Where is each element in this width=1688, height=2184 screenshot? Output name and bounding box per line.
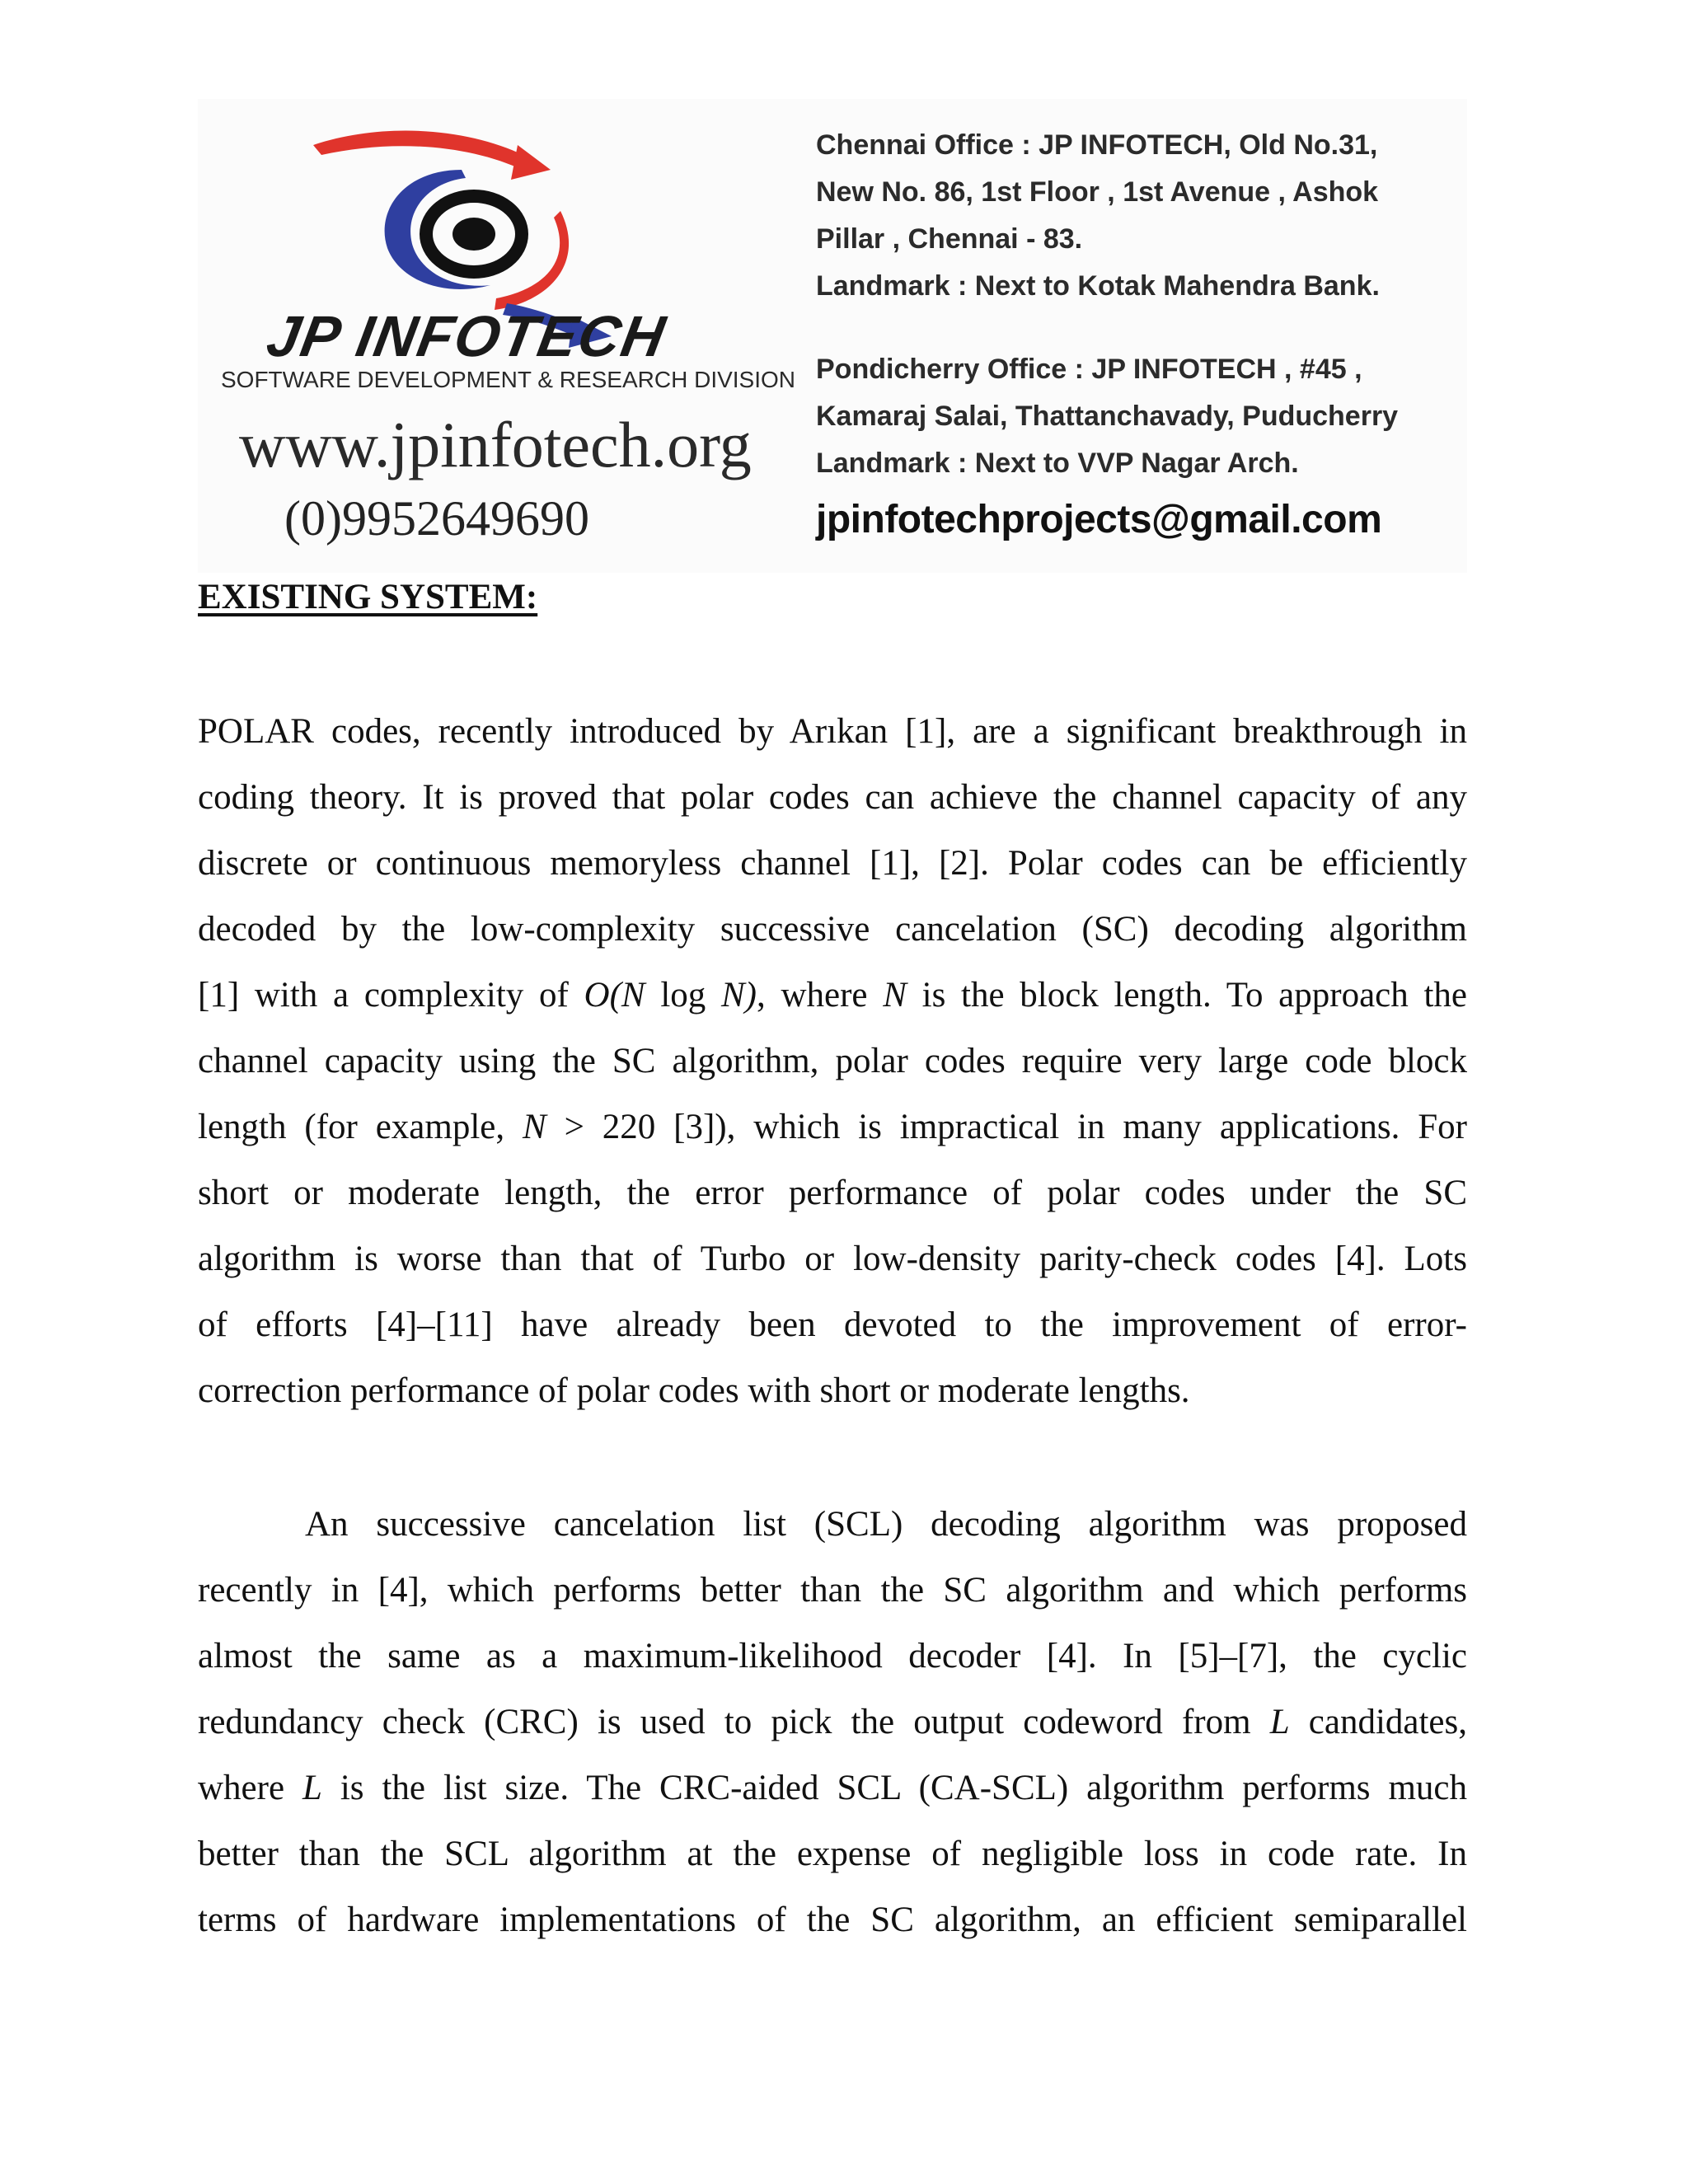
text-line: terms of hardware implementations of the SC algorithm, an efficient semiparallel xyxy=(198,1900,1467,1939)
math-run: N xyxy=(883,976,907,1015)
text-line: short or moderate length, the error performance of polar codes under the SC xyxy=(198,1174,1467,1212)
text-run: > 220 [3]), which is impractical in many applications. For xyxy=(546,1108,1467,1146)
text-line: correction performance of polar codes with short or moderate lengths. xyxy=(198,1371,1190,1410)
text-run: where xyxy=(198,1769,302,1807)
text-run: , where xyxy=(757,976,884,1015)
text-line: channel capacity using the SC algorithm, polar codes require very large code block xyxy=(198,1042,1467,1080)
text-line: almost the same as a maximum-likelihood decoder [4]. In [5]–[7], the cyclic xyxy=(198,1637,1467,1675)
text-line: POLAR codes, recently introduced by Arıkan [1], are a significant breakthrough in xyxy=(198,712,1467,751)
text-run: is the block length. To approach the xyxy=(906,976,1468,1015)
text-run: log xyxy=(645,976,721,1015)
pondicherry-address-line: Landmark : Next to VVP Nagar Arch. xyxy=(816,448,1299,479)
text-run: redundancy check (CRC) is used to pick the output codeword from xyxy=(198,1703,1270,1741)
chennai-address-line: Pillar , Chennai - 83. xyxy=(816,223,1083,255)
text-line: of efforts [4]–[11] have already been devoted to the improvement of error- xyxy=(198,1305,1467,1344)
text-line xyxy=(198,1690,1467,1755)
brand-phone: (0)9952649690 xyxy=(284,491,589,546)
text-line: discrete or continuous memoryless channel [1], [2]. Polar codes can be efficiently xyxy=(198,844,1467,883)
text-run: length (for example, xyxy=(198,1108,523,1146)
math-run: L xyxy=(302,1769,322,1807)
brand-name: JP INFOTECH xyxy=(262,304,672,368)
text-line xyxy=(198,1094,1467,1160)
chennai-address-line: Landmark : Next to Kotak Mahendra Bank. xyxy=(816,270,1380,302)
text-line: decoded by the low-complexity successive cancelation (SC) decoding algorithm xyxy=(198,910,1467,949)
text-line: better than the SCL algorithm at the expense of negligible loss in code rate. In xyxy=(198,1835,1467,1873)
company-logo-block xyxy=(198,99,796,573)
text-line: algorithm is worse than that of Turbo or low-density parity-check codes [4]. Lots xyxy=(198,1240,1467,1278)
text-line: recently in [4], which performs better than the SC algorithm and which performs xyxy=(198,1571,1467,1610)
math-run: O(N xyxy=(584,976,645,1015)
math-run: L xyxy=(1269,1703,1290,1741)
paragraph-2 xyxy=(198,1492,1467,1953)
text-run: [1] with a complexity of xyxy=(198,976,584,1015)
address-gap xyxy=(816,310,1475,346)
contact-email: jpinfotechprojects@gmail.com xyxy=(816,498,1382,541)
chennai-address-line: New No. 86, 1st Floor , 1st Avenue , Ashok xyxy=(816,176,1379,208)
text-line: coding theory. It is proved that polar codes can achieve the channel capacity of any xyxy=(198,778,1467,817)
text-line: An successive cancelation list (SCL) decoding algorithm was proposed xyxy=(305,1505,1467,1544)
text-run: candidates, xyxy=(1289,1703,1467,1741)
math-run: N xyxy=(523,1108,546,1146)
brand-website: www.jpinfotech.org xyxy=(239,409,752,480)
office-address-block xyxy=(816,122,1475,542)
math-run: N) xyxy=(721,976,757,1015)
text-run: is the list size. The CRC-aided SCL (CA-SCL) algorithm performs much xyxy=(321,1769,1468,1807)
pondicherry-address-line: Kamaraj Salai, Thattanchavady, Puducherry xyxy=(816,401,1399,432)
paragraph-1 xyxy=(198,699,1467,1424)
brand-division: SOFTWARE DEVELOPMENT & RESEARCH DIVISION xyxy=(221,367,796,392)
letterhead-banner xyxy=(198,99,1467,573)
pondicherry-address-line: Pondicherry Office : JP INFOTECH , #45 , xyxy=(816,354,1362,385)
text-line xyxy=(198,1755,1467,1821)
chennai-address-line: Chennai Office : JP INFOTECH, Old No.31, xyxy=(816,129,1378,161)
text-line xyxy=(198,963,1467,1029)
section-heading: EXISTING SYSTEM: xyxy=(198,578,538,616)
